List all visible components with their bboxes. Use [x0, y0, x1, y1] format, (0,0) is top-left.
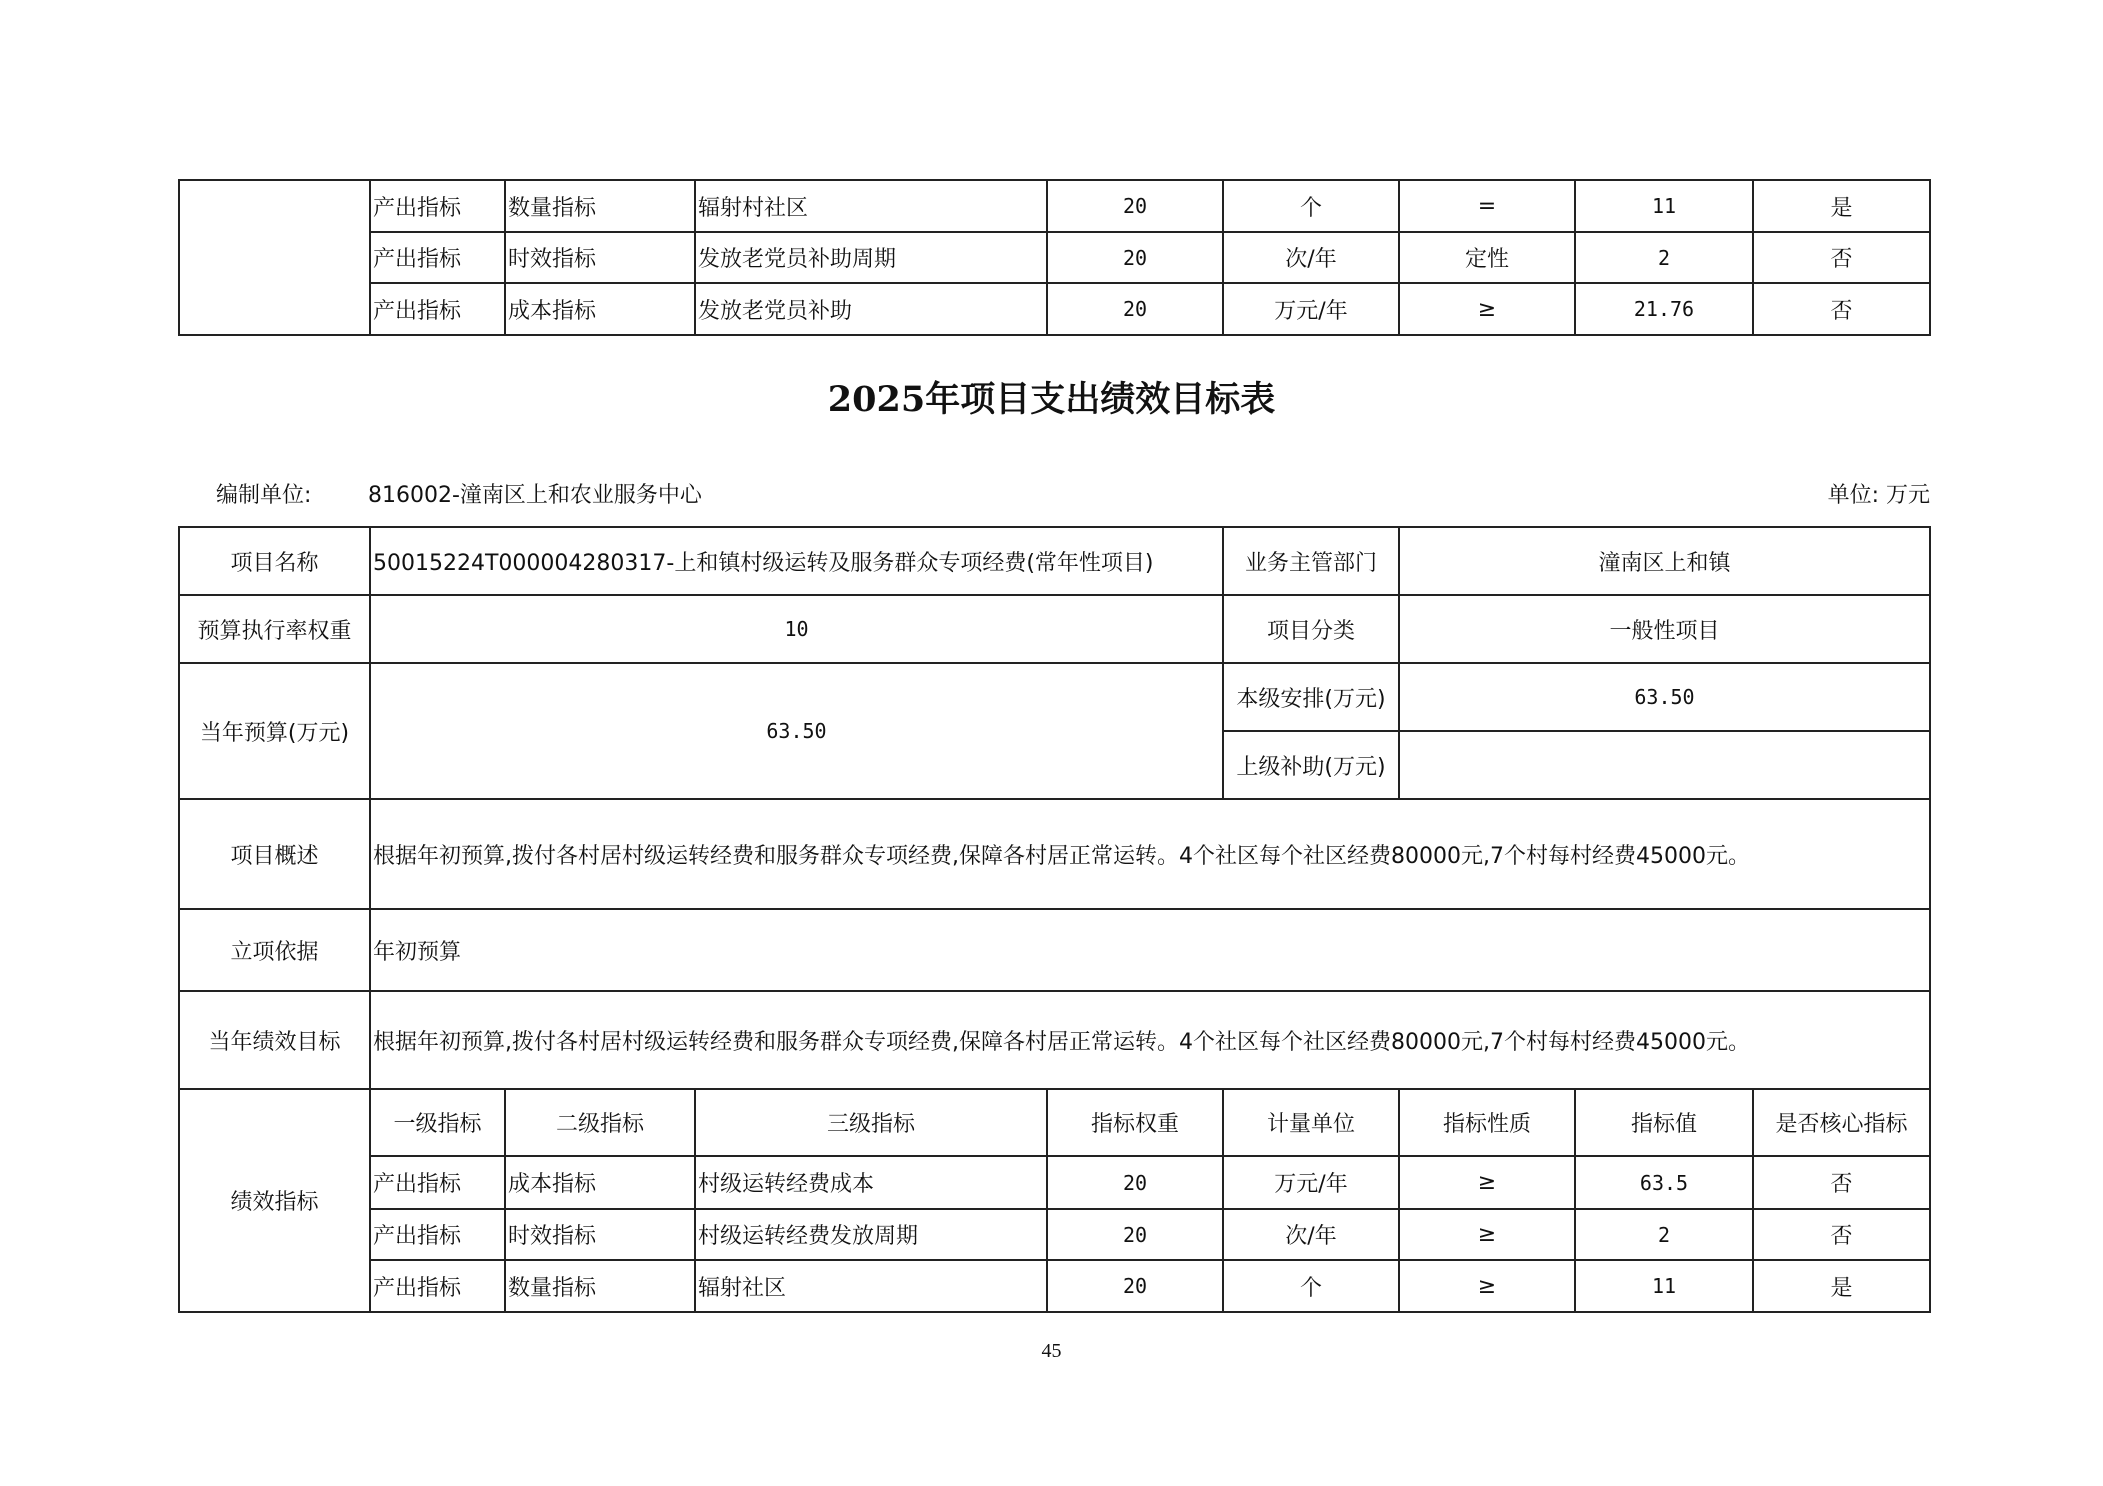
upper-subsidy-value	[1399, 731, 1930, 799]
header-cell: 指标性质	[1399, 1089, 1575, 1156]
currency-label: 单位: 万元	[1827, 483, 1930, 508]
value-cell: 63.5	[1575, 1156, 1753, 1209]
header-cell: 是否核心指标	[1753, 1089, 1930, 1156]
weight-cell: 20	[1047, 180, 1223, 232]
core-cell: 否	[1753, 283, 1930, 335]
table-row	[179, 909, 1930, 991]
overview-value: 根据年初预算,拨付各村居村级运转经费和服务群众专项经费,保障各村居正常运转。4个社区每个社区经费80000元,7个村每村经费45000元。	[370, 799, 1930, 909]
level3-cell: 辐射村社区	[695, 180, 1047, 232]
level1-cell: 产出指标	[370, 283, 505, 335]
level3-cell: 辐射社区	[695, 1260, 1047, 1312]
level1-cell: 产出指标	[370, 180, 505, 232]
table-row	[179, 527, 1930, 595]
weight-cell: 20	[1047, 1260, 1223, 1312]
category-value: 一般性项目	[1399, 595, 1930, 663]
dept-label: 业务主管部门	[1223, 527, 1399, 595]
indicator-label: 绩效指标	[179, 1089, 370, 1312]
table-row	[179, 1260, 1930, 1312]
exec-weight-value: 10	[370, 595, 1223, 663]
level2-cell: 成本指标	[505, 1156, 695, 1209]
nature-cell: ≥	[1399, 1209, 1575, 1260]
level2-cell: 成本指标	[505, 283, 695, 335]
level2-cell: 时效指标	[505, 1209, 695, 1260]
nature-cell: ≥	[1399, 283, 1575, 335]
table-row	[179, 232, 1930, 283]
category-label: 项目分类	[1223, 595, 1399, 663]
local-budget-label: 本级安排(万元)	[1223, 663, 1399, 731]
upper-subsidy-label: 上级补助(万元)	[1223, 731, 1399, 799]
basis-label: 立项依据	[179, 909, 370, 991]
previous-indicator-table	[178, 179, 1931, 336]
overview-label: 项目概述	[179, 799, 370, 909]
unit-cell: 次/年	[1223, 232, 1399, 283]
level3-cell: 发放老党员补助周期	[695, 232, 1047, 283]
budget-label: 当年预算(万元)	[179, 663, 370, 799]
unit-value: 816002-潼南区上和农业服务中心	[368, 483, 702, 508]
level1-cell: 产出指标	[370, 1156, 505, 1209]
core-cell: 否	[1753, 1209, 1930, 1260]
weight-cell: 20	[1047, 1209, 1223, 1260]
header-cell: 三级指标	[695, 1089, 1047, 1156]
weight-cell: 20	[1047, 283, 1223, 335]
level1-cell: 产出指标	[370, 232, 505, 283]
table-row	[179, 663, 1930, 731]
goal-value: 根据年初预算,拨付各村居村级运转经费和服务群众专项经费,保障各村居正常运转。4个社区每个社区经费80000元,7个村每村经费45000元。	[370, 991, 1930, 1089]
value-cell: 21.76	[1575, 283, 1753, 335]
value-cell: 2	[1575, 1209, 1753, 1260]
header-cell: 一级指标	[370, 1089, 505, 1156]
project-name-value: 50015224T000004280317-上和镇村级运转及服务群众专项经费(常年性项目)	[370, 527, 1223, 595]
unit-cell: 次/年	[1223, 1209, 1399, 1260]
level3-cell: 村级运转经费成本	[695, 1156, 1047, 1209]
unit-cell: 个	[1223, 1260, 1399, 1312]
project-name-label: 项目名称	[179, 527, 370, 595]
table-row	[179, 799, 1930, 909]
table-row	[179, 991, 1930, 1089]
basis-value: 年初预算	[370, 909, 1930, 991]
level1-cell: 产出指标	[370, 1209, 505, 1260]
value-cell: 2	[1575, 232, 1753, 283]
core-cell: 是	[1753, 180, 1930, 232]
indicator-label-cell	[179, 180, 370, 335]
nature-cell: ≥	[1399, 1156, 1575, 1209]
indicator-header-row	[179, 1089, 1930, 1156]
page-number: 45	[1041, 1340, 1062, 1362]
table-row	[179, 1156, 1930, 1209]
table-row	[179, 1209, 1930, 1260]
core-cell: 否	[1753, 232, 1930, 283]
weight-cell: 20	[1047, 1156, 1223, 1209]
nature-cell: =	[1399, 180, 1575, 232]
table-row	[179, 595, 1930, 663]
level2-cell: 数量指标	[505, 1260, 695, 1312]
level3-cell: 发放老党员补助	[695, 283, 1047, 335]
unit-cell: 万元/年	[1223, 283, 1399, 335]
performance-target-table	[178, 526, 1931, 1313]
nature-cell: ≥	[1399, 1260, 1575, 1312]
value-cell: 11	[1575, 1260, 1753, 1312]
nature-cell: 定性	[1399, 232, 1575, 283]
header-cell: 指标权重	[1047, 1089, 1223, 1156]
level3-cell: 村级运转经费发放周期	[695, 1209, 1047, 1260]
unit-cell: 万元/年	[1223, 1156, 1399, 1209]
level2-cell: 时效指标	[505, 232, 695, 283]
weight-cell: 20	[1047, 232, 1223, 283]
table-row	[179, 180, 1930, 232]
budget-value: 63.50	[370, 663, 1223, 799]
header-cell: 二级指标	[505, 1089, 695, 1156]
level2-cell: 数量指标	[505, 180, 695, 232]
header-cell: 指标值	[1575, 1089, 1753, 1156]
page-title: 2025年项目支出绩效目标表	[827, 379, 1276, 420]
unit-label: 编制单位:	[216, 483, 312, 508]
table-row	[179, 283, 1930, 335]
core-cell: 是	[1753, 1260, 1930, 1312]
level1-cell: 产出指标	[370, 1260, 505, 1312]
exec-weight-label: 预算执行率权重	[179, 595, 370, 663]
core-cell: 否	[1753, 1156, 1930, 1209]
value-cell: 11	[1575, 180, 1753, 232]
local-budget-value: 63.50	[1399, 663, 1930, 731]
dept-value: 潼南区上和镇	[1399, 527, 1930, 595]
header-cell: 计量单位	[1223, 1089, 1399, 1156]
unit-cell: 个	[1223, 180, 1399, 232]
goal-label: 当年绩效目标	[179, 991, 370, 1089]
